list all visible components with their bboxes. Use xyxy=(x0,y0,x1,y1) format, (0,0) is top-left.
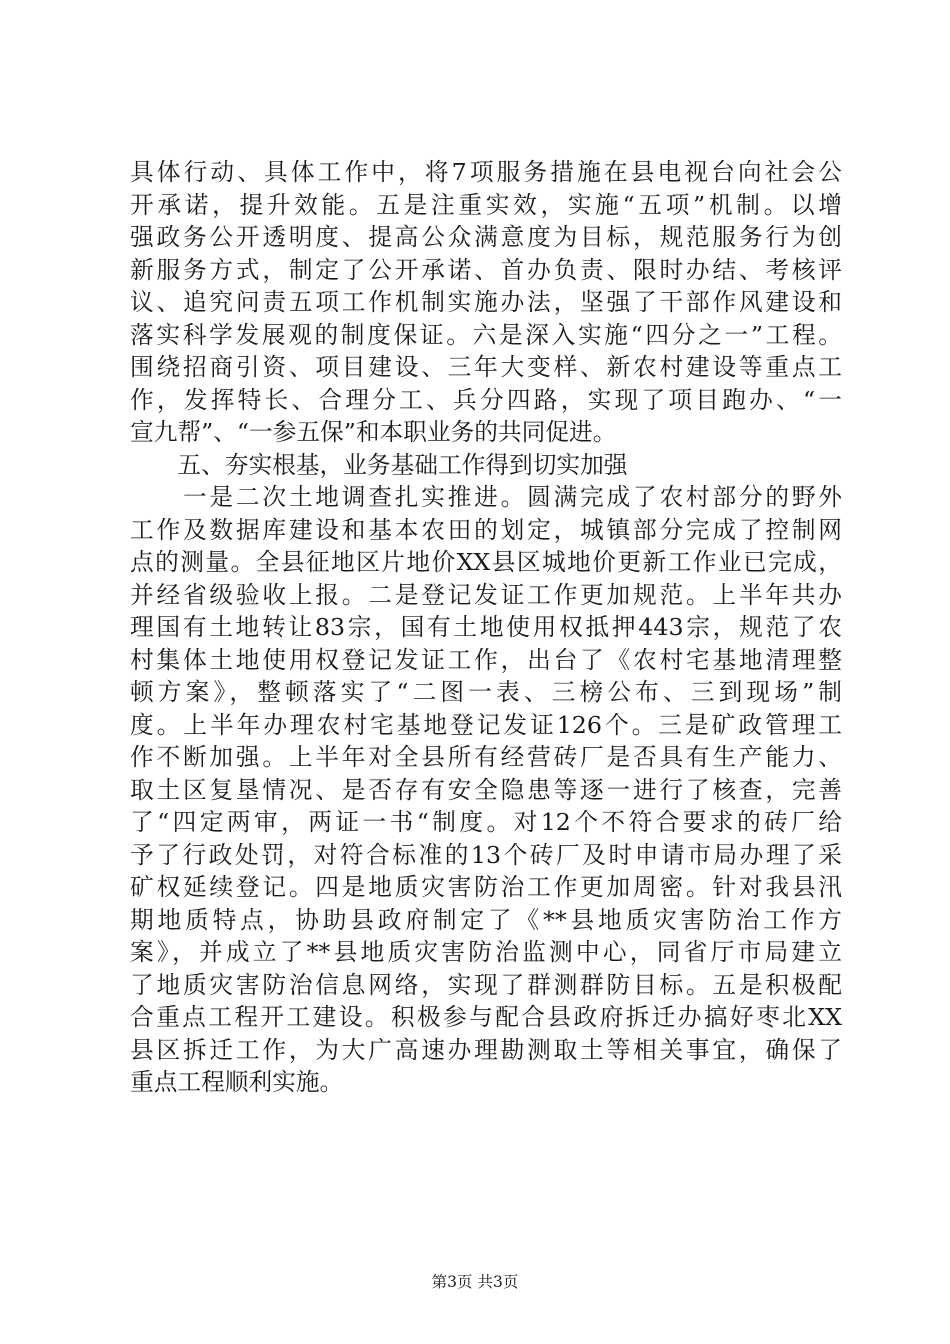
text-line: 点的测量。全县征地区片地价XX县区城地价更新工作业已完成， xyxy=(130,548,842,576)
text-line: 并经省级验收上报。二是登记发证工作更加规范。上半年共办 xyxy=(130,580,842,609)
text-line: 作，发挥特长、合理分工、兵分四路，实现了项目跑办、“一 xyxy=(130,385,842,414)
text-line: 了地质灾害防治信息网络，实现了群测群防目标。五是积极配 xyxy=(130,970,842,999)
text-line: 强政务公开透明度、提高公众满意度为目标，规范服务行为创 xyxy=(130,223,842,251)
text-line: 开承诺，提升效能。五是注重实效，实施“五项”机制。以增 xyxy=(130,190,842,219)
text-line: 度。上半年办理农村宅基地登记发证126个。三是矿政管理工 xyxy=(130,710,842,739)
text-line: 合重点工程开工建设。积极参与配合县政府拆迁办搞好枣北XX xyxy=(130,1003,842,1031)
text-line: 落实科学发展观的制度保证。六是深入实施“四分之一”工程。 xyxy=(130,320,842,349)
text-line: 县区拆迁工作，为大广高速办理勘测取土等相关事宜，确保了 xyxy=(130,1035,842,1064)
text-line: 作不断加强。上半年对全县所有经营砖厂是否具有生产能力、 xyxy=(130,743,842,771)
text-line: 了“四定两审，两证一书“制度。对12个不符合要求的砖厂给 xyxy=(130,808,842,836)
text-line: 新服务方式，制定了公开承诺、首办负责、限时办结、考核评 xyxy=(130,255,842,284)
text-line: 具体行动、具体工作中，将7项服务措施在县电视台向社会公 xyxy=(130,158,842,186)
text-line: 一是二次土地调查扎实推进。圆满完成了农村部分的野外 xyxy=(130,483,842,511)
text-line: 议、追究问责五项工作机制实施办法，坚强了干部作风建设和 xyxy=(130,288,842,316)
text-line: 围绕招商引资、项目建设、三年大变样、新农村建设等重点工 xyxy=(130,353,842,381)
paragraph-end-line: 重点工程顺利实施。 xyxy=(130,1068,344,1096)
body-text xyxy=(130,156,842,1099)
page-footer: 第3页 共3页 xyxy=(431,1273,519,1291)
text-line: 矿权延续登记。四是地质灾害防治工作更加周密。针对我县汛 xyxy=(130,873,842,901)
paragraph-end-line: 宣九帮”、“一参五保”和本职业务的共同促进。 xyxy=(130,418,617,446)
text-line: 取土区复垦情况、是否存有安全隐患等逐一进行了核查，完善 xyxy=(130,775,842,804)
text-line: 期地质特点，协助县政府制定了《**县地质灾害防治工作方 xyxy=(130,905,842,934)
text-line: 工作及数据库建设和基本农田的划定，城镇部分完成了控制网 xyxy=(130,515,842,544)
text-line: 案》，并成立了**县地质灾害防治监测中心，同省厅市局建立 xyxy=(130,938,842,966)
text-line: 理国有土地转让83宗，国有土地使用权抵押443宗，规范了农 xyxy=(130,613,842,641)
section-heading: 五、夯实根基，业务基础工作得到切实加强 xyxy=(130,450,628,479)
text-line: 村集体土地使用权登记发证工作，出台了《农村宅基地清理整 xyxy=(130,645,842,674)
text-line: 顿方案》，整顿落实了“二图一表、三榜公布、三到现场”制 xyxy=(130,678,842,706)
text-line: 予了行政处罚，对符合标准的13个砖厂及时申请市局办理了采 xyxy=(130,840,842,869)
